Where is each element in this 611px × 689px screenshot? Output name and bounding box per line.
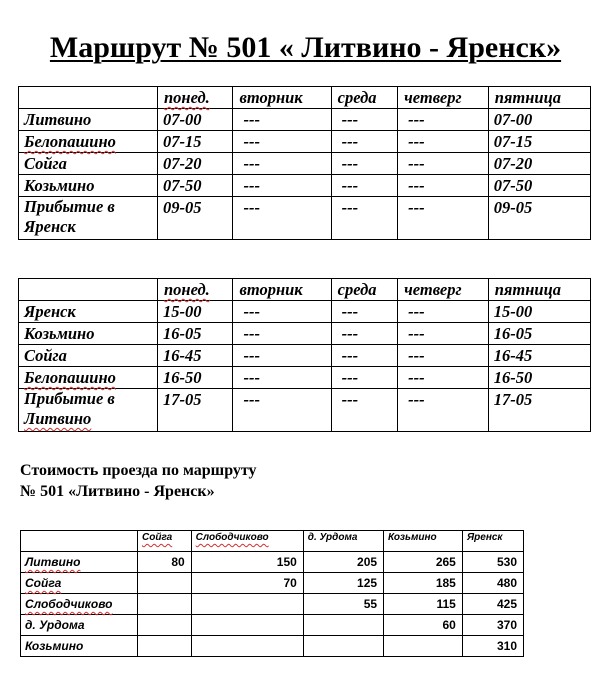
time-cell: --- [331, 131, 397, 153]
time-cell: 07-20 [158, 153, 233, 175]
time-cell: --- [233, 109, 331, 131]
fare-value [303, 615, 383, 636]
stop-name: Прибытие в Яренск [19, 197, 158, 240]
day-header-tuesday: вторник [233, 87, 331, 109]
time-cell: --- [398, 367, 489, 389]
time-cell: --- [398, 109, 489, 131]
time-cell: --- [233, 175, 331, 197]
fare-value: 185 [384, 573, 463, 594]
fare-section-title: Стоимость проезда по маршруту № 501 «Литвино - Яренск» [20, 462, 257, 500]
table-row [19, 197, 591, 240]
stop-name: Белопашино [19, 367, 158, 389]
table-row [19, 153, 591, 175]
time-cell: --- [331, 389, 397, 432]
header-blank-cell [19, 87, 158, 109]
fare-origin: Сойга [21, 573, 138, 594]
fare-column-header: Яренск [462, 531, 523, 552]
time-cell: --- [233, 345, 331, 367]
stop-name: Белопашино [19, 131, 158, 153]
time-cell: 07-00 [158, 109, 233, 131]
fare-value [384, 636, 463, 657]
table-row [19, 367, 591, 389]
time-cell: --- [398, 197, 489, 240]
time-cell: 07-00 [488, 109, 590, 131]
time-cell: --- [331, 323, 397, 345]
fare-value [191, 594, 303, 615]
fare-value: 80 [138, 552, 192, 573]
day-header-tuesday: вторник [233, 279, 331, 301]
time-cell: --- [398, 153, 489, 175]
fare-header-row [21, 531, 524, 552]
time-cell: --- [398, 323, 489, 345]
time-cell: 07-50 [488, 175, 590, 197]
table-row [19, 109, 591, 131]
time-cell: --- [331, 197, 397, 240]
fare-value: 530 [462, 552, 523, 573]
time-cell: --- [398, 301, 489, 323]
time-cell: --- [233, 323, 331, 345]
fare-value [138, 573, 192, 594]
fare-column-header: Козьмино [384, 531, 463, 552]
fare-value [138, 615, 192, 636]
time-cell: --- [331, 175, 397, 197]
time-cell: 07-15 [158, 131, 233, 153]
fare-value: 205 [303, 552, 383, 573]
stop-name: Прибытие в Литвино [19, 389, 158, 432]
stop-name: Козьмино [19, 175, 158, 197]
time-cell: --- [233, 367, 331, 389]
header-blank-cell [19, 279, 158, 301]
time-cell: 16-50 [488, 367, 590, 389]
fare-origin: Литвино [21, 552, 138, 573]
fare-column-header: Сойга [138, 531, 192, 552]
stop-name: Сойга [19, 345, 158, 367]
time-cell: --- [398, 389, 489, 432]
fare-origin: Козьмино [21, 636, 138, 657]
fare-value [191, 615, 303, 636]
time-cell: 16-50 [158, 367, 233, 389]
fare-value: 265 [384, 552, 463, 573]
fare-origin: д. Урдома [21, 615, 138, 636]
time-cell: 16-45 [488, 345, 590, 367]
time-cell: 17-05 [488, 389, 590, 432]
time-cell: --- [331, 345, 397, 367]
time-cell: 07-50 [158, 175, 233, 197]
header-blank-cell [21, 531, 138, 552]
time-cell: 16-05 [158, 323, 233, 345]
outbound-schedule-table [18, 86, 591, 240]
time-cell: 15-00 [158, 301, 233, 323]
fare-value [138, 594, 192, 615]
day-header-wednesday: среда [331, 279, 397, 301]
day-header-thursday: четверг [398, 279, 489, 301]
fare-value [138, 636, 192, 657]
day-header-thursday: четверг [398, 87, 489, 109]
fare-value: 370 [462, 615, 523, 636]
time-cell: --- [233, 153, 331, 175]
time-cell: --- [331, 109, 397, 131]
time-cell: --- [233, 389, 331, 432]
time-cell: --- [233, 197, 331, 240]
fare-value: 310 [462, 636, 523, 657]
table-row [21, 615, 524, 636]
fare-value: 60 [384, 615, 463, 636]
schedule-header-row [19, 279, 591, 301]
time-cell: --- [331, 301, 397, 323]
fare-value: 55 [303, 594, 383, 615]
time-cell: 16-45 [158, 345, 233, 367]
time-cell: 15-00 [488, 301, 590, 323]
stop-name: Литвино [19, 109, 158, 131]
table-row [21, 636, 524, 657]
table-row [19, 345, 591, 367]
table-row [19, 175, 591, 197]
fare-value [191, 636, 303, 657]
fare-table [20, 530, 524, 657]
schedule-header-row [19, 87, 591, 109]
fare-value [303, 636, 383, 657]
time-cell: 07-20 [488, 153, 590, 175]
day-header-friday: пятница [488, 279, 590, 301]
fare-column-header: д. Урдома [303, 531, 383, 552]
fare-value: 480 [462, 573, 523, 594]
table-row [19, 389, 591, 432]
time-cell: 17-05 [158, 389, 233, 432]
stop-name: Яренск [19, 301, 158, 323]
time-cell: --- [331, 367, 397, 389]
fare-value: 70 [191, 573, 303, 594]
stop-name: Козьмино [19, 323, 158, 345]
day-header-wednesday: среда [331, 87, 397, 109]
fare-column-header: Слободчиково [191, 531, 303, 552]
table-row [19, 323, 591, 345]
table-row [19, 301, 591, 323]
return-schedule-table [18, 278, 591, 432]
page-title: Маршрут № 501 « Литвино - Яренск» [49, 31, 562, 64]
day-header-friday: пятница [488, 87, 590, 109]
fare-origin: Слободчиково [21, 594, 138, 615]
day-header-monday: понед. [158, 87, 233, 109]
time-cell: 09-05 [488, 197, 590, 240]
time-cell: 16-05 [488, 323, 590, 345]
fare-value: 150 [191, 552, 303, 573]
time-cell: --- [398, 175, 489, 197]
fare-value: 425 [462, 594, 523, 615]
time-cell: --- [233, 131, 331, 153]
table-row [19, 131, 591, 153]
fare-value: 115 [384, 594, 463, 615]
table-row [21, 573, 524, 594]
time-cell: 07-15 [488, 131, 590, 153]
time-cell: --- [398, 345, 489, 367]
time-cell: --- [331, 153, 397, 175]
fare-value: 125 [303, 573, 383, 594]
time-cell: 09-05 [158, 197, 233, 240]
day-header-monday: понед. [158, 279, 233, 301]
time-cell: --- [233, 301, 331, 323]
time-cell: --- [398, 131, 489, 153]
table-row [21, 552, 524, 573]
table-row [21, 594, 524, 615]
stop-name: Сойга [19, 153, 158, 175]
